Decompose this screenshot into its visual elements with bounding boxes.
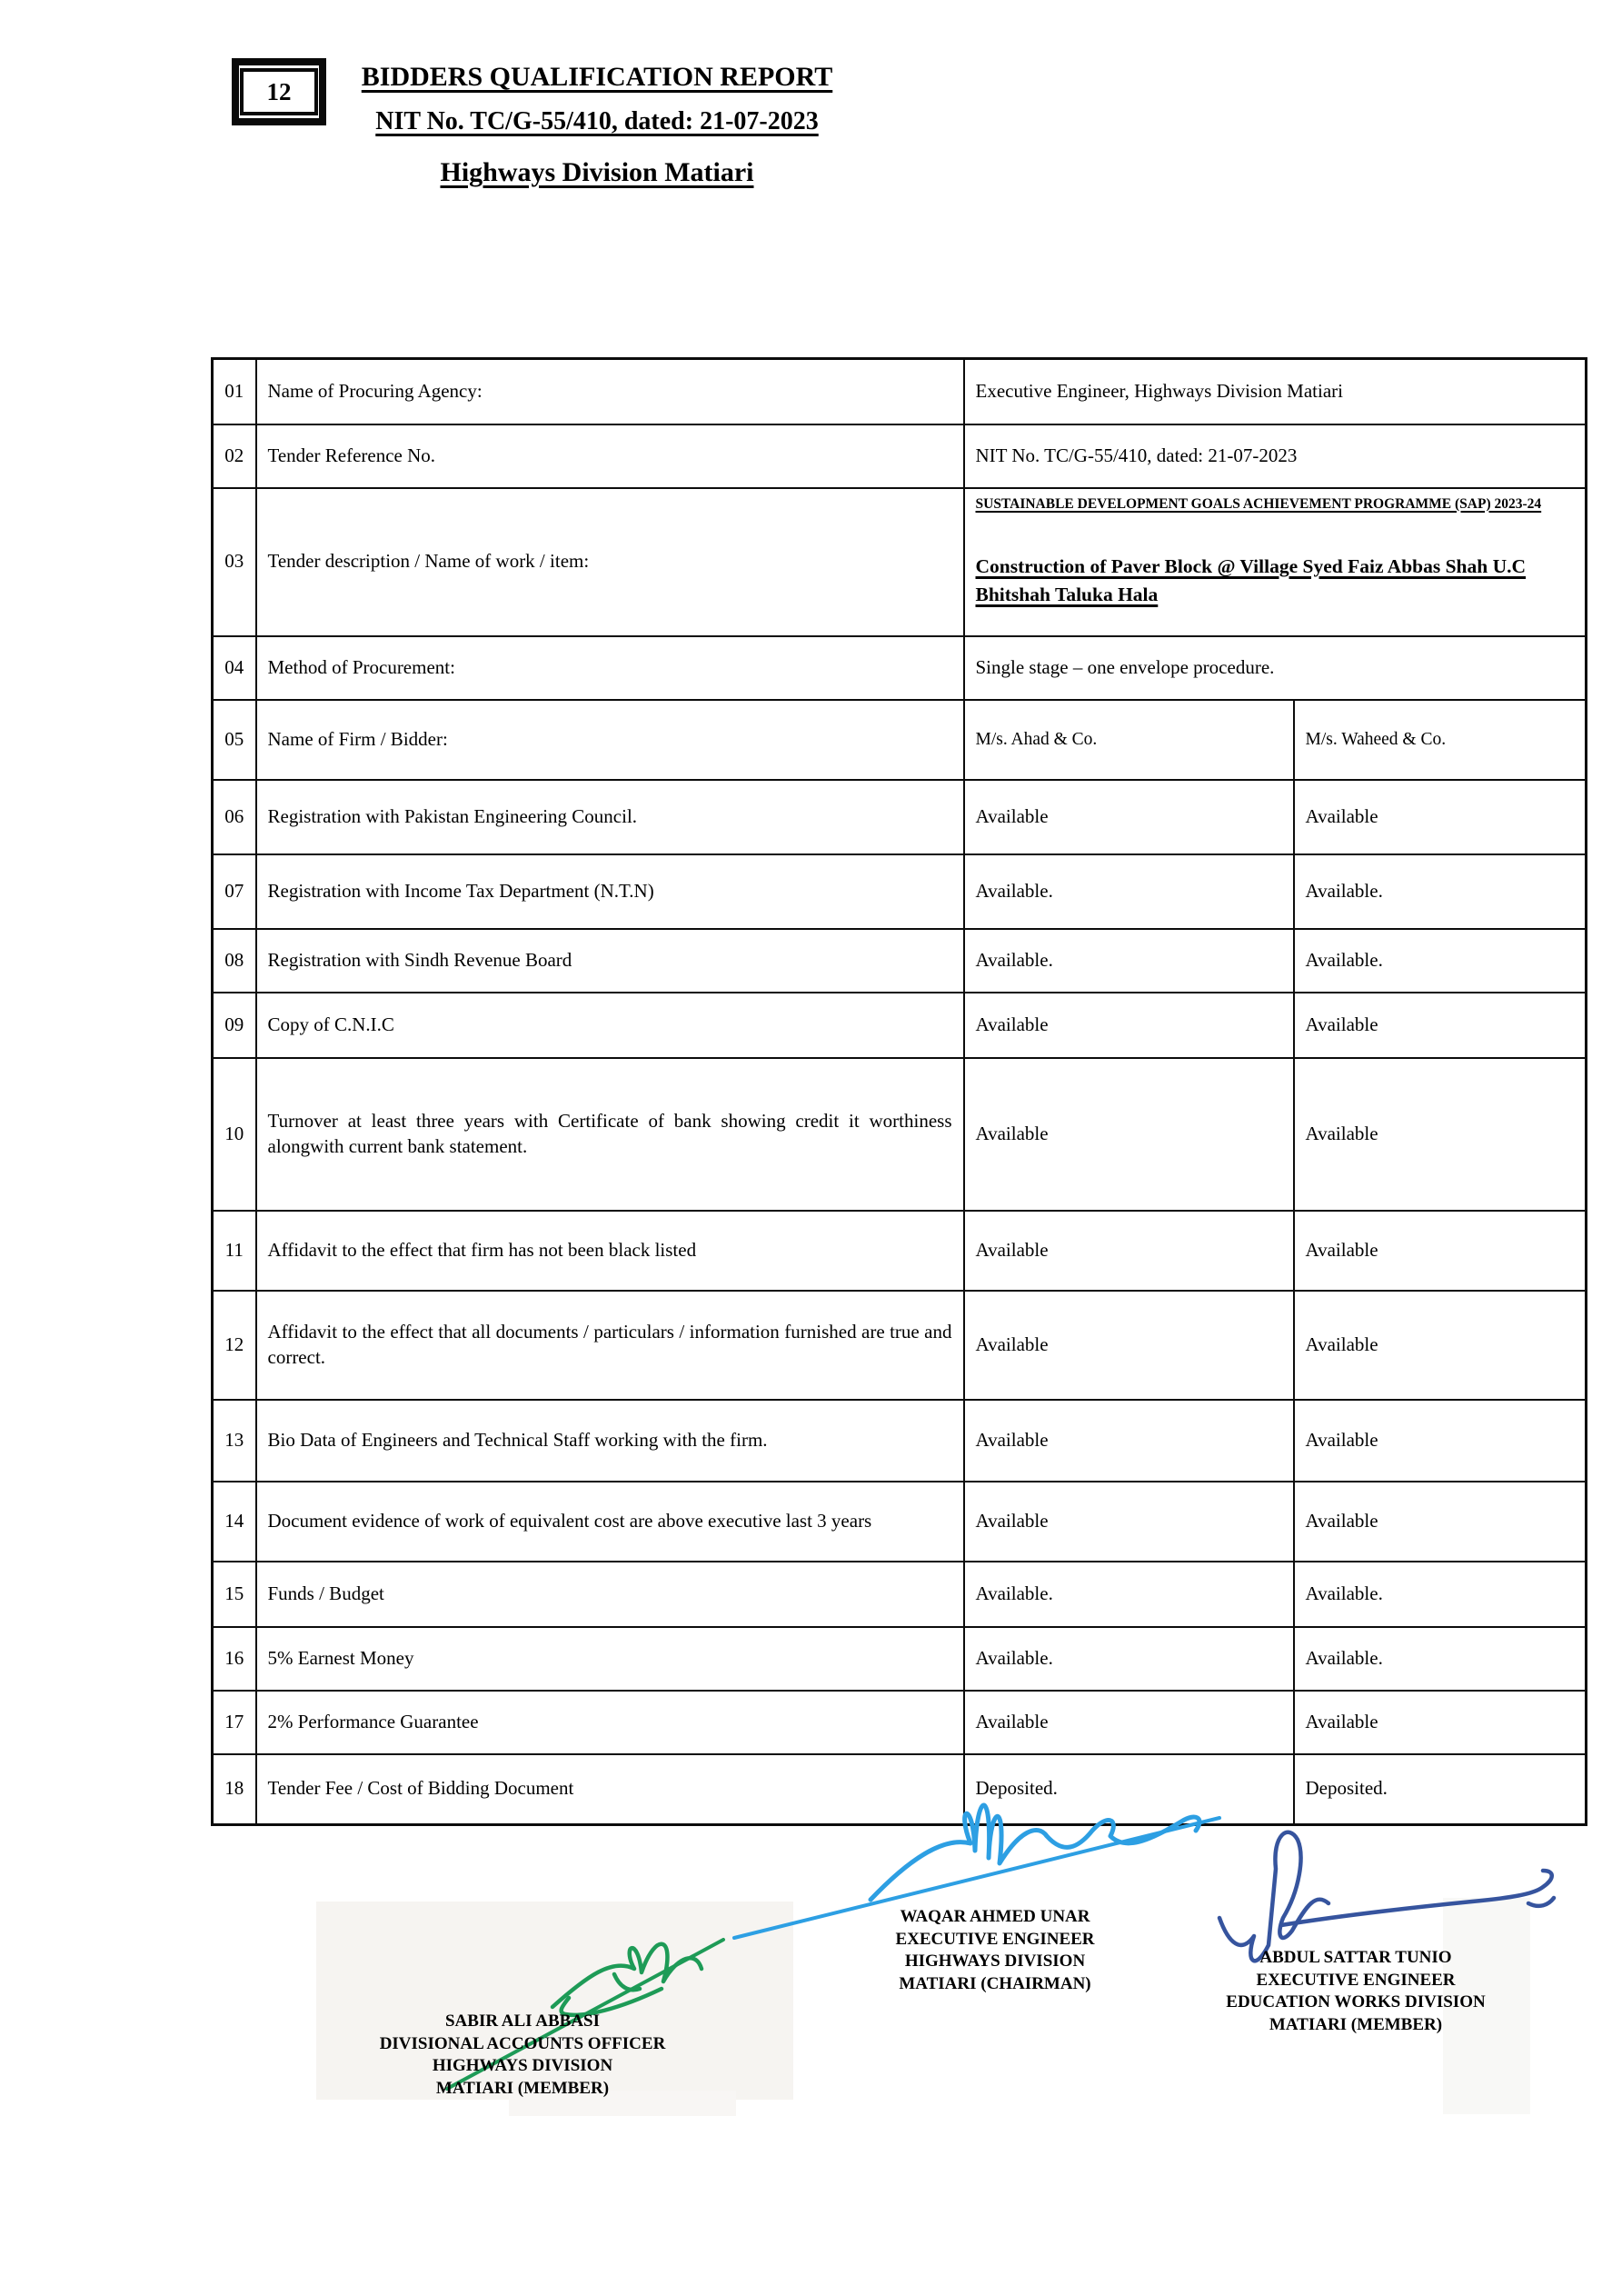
row-label-cell: Registration with Income Tax Department (N.T.N) xyxy=(256,854,964,929)
table-row xyxy=(213,1211,1587,1291)
row-number-cell: 10 xyxy=(213,1058,256,1211)
row-value-a-cell: Available xyxy=(964,1291,1294,1400)
row-value-a-cell: Deposited. xyxy=(964,1754,1294,1825)
table-row xyxy=(213,1291,1587,1400)
tender-programme-text: SUSTAINABLE DEVELOPMENT GOALS ACHIEVEMENT PROGRAMME (SAP) 2023-24 xyxy=(975,495,1542,512)
row-number-cell: 17 xyxy=(213,1691,256,1754)
table-row xyxy=(213,1058,1587,1211)
page-number: 12 xyxy=(240,68,318,115)
row-value-b-cell: Available. xyxy=(1294,854,1587,929)
row-number-cell: 07 xyxy=(213,854,256,929)
row-number-cell: 05 xyxy=(213,700,256,780)
row-number-cell: 01 xyxy=(213,359,256,424)
row-value-a-cell: Available xyxy=(964,780,1294,854)
row-value-b-cell: Available xyxy=(1294,1691,1587,1754)
row-value-a-cell: Available. xyxy=(964,1562,1294,1627)
document-division: Highways Division Matiari xyxy=(440,157,754,187)
document-subtitle: NIT No. TC/G-55/410, dated: 21-07-2023 xyxy=(375,107,819,135)
row-value-cell xyxy=(964,488,1587,636)
row-value-b-cell: Available xyxy=(1294,993,1587,1058)
row-number-cell: 13 xyxy=(213,1400,256,1482)
bidder-b-cell: M/s. Waheed & Co. xyxy=(1294,700,1587,780)
table-row xyxy=(213,1400,1587,1482)
table-row xyxy=(213,359,1587,424)
row-number-cell: 15 xyxy=(213,1562,256,1627)
chairman-signature-block xyxy=(845,1906,1145,1996)
row-label-cell: Tender Reference No. xyxy=(256,424,964,488)
table-row xyxy=(213,1691,1587,1754)
signatory-title: EXECUTIVE ENGINEER xyxy=(1256,1970,1456,1990)
row-label-cell: Funds / Budget xyxy=(256,1562,964,1627)
row-number-cell: 14 xyxy=(213,1482,256,1562)
row-value-cell: NIT No. TC/G-55/410, dated: 21-07-2023 xyxy=(964,424,1587,488)
row-label-cell: Name of Procuring Agency: xyxy=(256,359,964,424)
table-row xyxy=(213,636,1587,700)
row-label-cell: 5% Earnest Money xyxy=(256,1627,964,1691)
row-value-cell: Single stage – one envelope procedure. xyxy=(964,636,1587,700)
row-label-cell: Method of Procurement: xyxy=(256,636,964,700)
row-label-cell: Affidavit to the effect that firm has not been black listed xyxy=(256,1211,964,1291)
row-value-a-cell: Available. xyxy=(964,929,1294,993)
row-value-b-cell: Available. xyxy=(1294,1627,1587,1691)
signatory-title: MATIARI (MEMBER) xyxy=(1269,2015,1443,2035)
row-number-cell: 02 xyxy=(213,424,256,488)
row-number-cell: 06 xyxy=(213,780,256,854)
row-number-cell: 03 xyxy=(213,488,256,636)
row-value-a-cell: Available xyxy=(964,1691,1294,1754)
row-number-cell: 04 xyxy=(213,636,256,700)
signatory-name: ABDUL SATTAR TUNIO xyxy=(1259,1948,1452,1967)
table-row xyxy=(213,854,1587,929)
row-label-cell: Document evidence of work of equivalent cost are above executive last 3 years xyxy=(256,1482,964,1562)
row-value-a-cell: Available xyxy=(964,1058,1294,1211)
table-row xyxy=(213,488,1587,636)
row-label-cell: Copy of C.N.I.C xyxy=(256,993,964,1058)
row-value-a-cell: Available. xyxy=(964,854,1294,929)
row-value-b-cell: Available xyxy=(1294,1400,1587,1482)
signatory-name: SABIR ALI ABBASI xyxy=(444,2011,601,2031)
row-label-cell: Registration with Sindh Revenue Board xyxy=(256,929,964,993)
signatory-name: WAQAR AHMED UNAR xyxy=(900,1907,1090,1926)
row-label-cell: 2% Performance Guarantee xyxy=(256,1691,964,1754)
row-value-b-cell: Available. xyxy=(1294,929,1587,993)
row-label-cell: Affidavit to the effect that all documents / particulars / information furnished are true and correct. xyxy=(256,1291,964,1400)
member-right-signature-block xyxy=(1156,1947,1556,2037)
row-value-a-cell: Available xyxy=(964,993,1294,1058)
table-row xyxy=(213,1627,1587,1691)
table-row xyxy=(213,424,1587,488)
bidder-a-cell: M/s. Ahad & Co. xyxy=(964,700,1294,780)
row-number-cell: 11 xyxy=(213,1211,256,1291)
qualification-table xyxy=(211,357,1587,1826)
signatory-title: HIGHWAYS DIVISION xyxy=(432,2056,613,2076)
row-label-cell: Bio Data of Engineers and Technical Staff working with the firm. xyxy=(256,1400,964,1482)
table-row xyxy=(213,993,1587,1058)
row-value-b-cell: Available. xyxy=(1294,1562,1587,1627)
row-value-b-cell: Available xyxy=(1294,1291,1587,1400)
row-label-cell: Tender description / Name of work / item: xyxy=(256,488,964,636)
row-value-b-cell: Available xyxy=(1294,1482,1587,1562)
row-label-cell: Name of Firm / Bidder: xyxy=(256,700,964,780)
signatory-title: MATIARI (CHAIRMAN) xyxy=(899,1974,1091,1994)
row-number-cell: 18 xyxy=(213,1754,256,1825)
row-value-b-cell: Available xyxy=(1294,1211,1587,1291)
table-row xyxy=(213,1754,1587,1825)
row-number-cell: 08 xyxy=(213,929,256,993)
row-value-a-cell: Available xyxy=(964,1482,1294,1562)
row-value-cell: Executive Engineer, Highways Division Matiari xyxy=(964,359,1587,424)
row-label-cell: Registration with Pakistan Engineering Council. xyxy=(256,780,964,854)
signatory-title: MATIARI (MEMBER) xyxy=(435,2079,610,2099)
table-row xyxy=(213,929,1587,993)
row-number-cell: 12 xyxy=(213,1291,256,1400)
member-left-signature-block xyxy=(323,2011,722,2101)
row-value-a-cell: Available. xyxy=(964,1627,1294,1691)
row-label-cell: Turnover at least three years with Certificate of bank showing credit it worthiness alongwith current bank statement. xyxy=(256,1058,964,1211)
table-row xyxy=(213,1562,1587,1627)
row-value-b-cell: Available xyxy=(1294,1058,1587,1211)
row-value-b-cell: Available xyxy=(1294,780,1587,854)
signatory-title: DIVISIONAL ACCOUNTS OFFICER xyxy=(379,2033,666,2053)
row-label-cell: Tender Fee / Cost of Bidding Document xyxy=(256,1754,964,1825)
row-value-a-cell: Available xyxy=(964,1211,1294,1291)
row-value-a-cell: Available xyxy=(964,1400,1294,1482)
row-value-b-cell: Deposited. xyxy=(1294,1754,1587,1825)
row-number-cell: 09 xyxy=(213,993,256,1058)
document-title: BIDDERS QUALIFICATION REPORT xyxy=(361,62,833,92)
table-row xyxy=(213,700,1587,780)
signatory-title: EXECUTIVE ENGINEER xyxy=(895,1929,1095,1949)
signatory-title: HIGHWAYS DIVISION xyxy=(904,1952,1086,1972)
signatory-title: EDUCATION WORKS DIVISION xyxy=(1226,1992,1486,2012)
tender-work-name-text: Construction of Paver Block @ Village Syed Faiz Abbas Shah U.C Bhitshah Taluka Hala xyxy=(975,554,1527,606)
table-row xyxy=(213,780,1587,854)
table-row xyxy=(213,1482,1587,1562)
row-number-cell: 16 xyxy=(213,1627,256,1691)
